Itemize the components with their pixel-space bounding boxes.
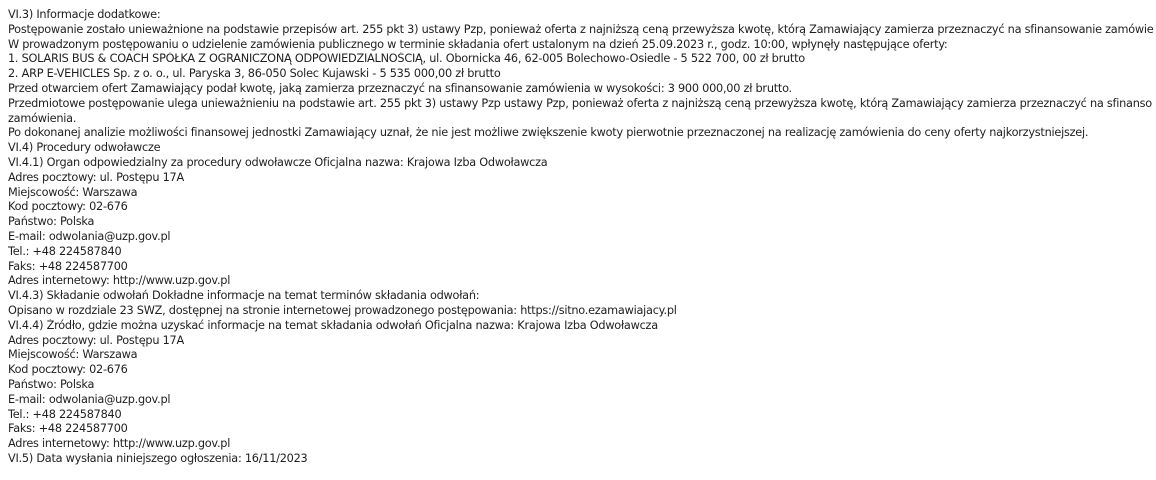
dispatch-date-line: VI.5) Data wysłania niniejszego ogłoszenia: 16/11/2023 — [8, 451, 308, 465]
subsection-heading-appeal-body: VI.4.1) Organ odpowiedzialny za procedury odwoławcze Oficjalna nazwa: Krajowa Izba Odwoławcza — [8, 155, 548, 169]
text-line: zamówienia. — [8, 111, 77, 125]
text-line: W prowadzonym postępowaniu o udzielenie zamówienia publicznego w terminie składania ofert ustalonym na dzień 25.09.2023 r., godz. 10:00, wpłynęły następujące oferty: — [8, 37, 948, 51]
text-line: Przed otwarciem ofert Zamawiający podał kwotę, jaką zamierza przeznaczyć na sfinansowanie zamówienia w wysokości: 3 900 000,00 zł brutto. — [8, 81, 792, 95]
city: Miejscowość: Warszawa — [8, 348, 138, 362]
email-line[interactable]: E-mail: odwolania@uzp.gov.pl — [8, 392, 171, 406]
document-text — [8, 8, 1156, 467]
section-heading-appeal-procedures: VI.4) Procedury odwoławcze — [8, 141, 161, 155]
email-line[interactable]: E-mail: odwolania@uzp.gov.pl — [8, 229, 171, 243]
website-line[interactable]: Adres internetowy: http://www.uzp.gov.pl — [8, 274, 231, 288]
subsection-heading-appeal-submission: VI.4.3) Składanie odwołań Dokładne informacje na temat terminów składania odwołań: — [8, 289, 480, 303]
subsection-heading-info-source: VI.4.4) Źródło, gdzie można uzyskać informacje na temat składania odwołań Oficjalna nazwa: Krajowa Izba Odwoławcza — [8, 318, 658, 332]
text-line: Przedmiotowe postępowanie ulega unieważnieniu na podstawie art. 255 pkt 3) ustawy Pzp ustawy Pzp, ponieważ oferta z najniższą ceną przewyższa kwotę, którą Zamawiający zamierza przeznaczyć na sfinanso — [8, 96, 1152, 110]
country: Państwo: Polska — [8, 215, 95, 229]
postal-address: Adres pocztowy: ul. Postępu 17A — [8, 170, 184, 184]
postal-address: Adres pocztowy: ul. Postępu 17A — [8, 333, 184, 347]
phone-line: Tel.: +48 224587840 — [8, 244, 122, 258]
phone-line: Tel.: +48 224587840 — [8, 407, 122, 421]
postal-code: Kod pocztowy: 02-676 — [8, 200, 128, 214]
fax-line: Faks: +48 224587700 — [8, 422, 128, 436]
offer-item-1: 1. SOLARIS BUS & COACH SPÓŁKA Z OGRANICZONĄ ODPOWIEDZIALNOŚCIĄ, ul. Obornicka 46, 62-005 Bolechowo-Osiedle - 5 522 700, 00 zł brutto — [8, 52, 805, 66]
postal-code: Kod pocztowy: 02-676 — [8, 363, 128, 377]
text-line[interactable]: Opisano w rozdziale 23 SWZ, dostępnej na stronie internetowej prowadzonego postępowania: https://sitno.ezamawiajacy.pl — [8, 303, 677, 317]
text-line: Postępowanie zostało unieważnione na podstawie przepisów art. 255 pkt 3) ustawy Pzp, ponieważ oferta z najniższą ceną przewyższa kwotę, którą Zamawiający zamierza przeznaczyć na sfinansowanie zamówie — [8, 22, 1154, 36]
city: Miejscowość: Warszawa — [8, 185, 138, 199]
website-line[interactable]: Adres internetowy: http://www.uzp.gov.pl — [8, 437, 231, 451]
country: Państwo: Polska — [8, 377, 95, 391]
section-heading-additional-info: VI.3) Informacje dodatkowe: — [8, 8, 161, 21]
fax-line: Faks: +48 224587700 — [8, 259, 128, 273]
text-line: Po dokonanej analizie możliwości finansowej jednostki Zamawiający uznał, że nie jest możliwe zwiększenie kwoty pierwotnie przeznaczonej na realizację zamówienia do ceny oferty najkorzystniejszej. — [8, 126, 1089, 140]
offer-item-2: 2. ARP E-VEHICLES Sp. z o. o., ul. Paryska 3, 86-050 Solec Kujawski - 5 535 000,00 zł brutto — [8, 67, 501, 81]
